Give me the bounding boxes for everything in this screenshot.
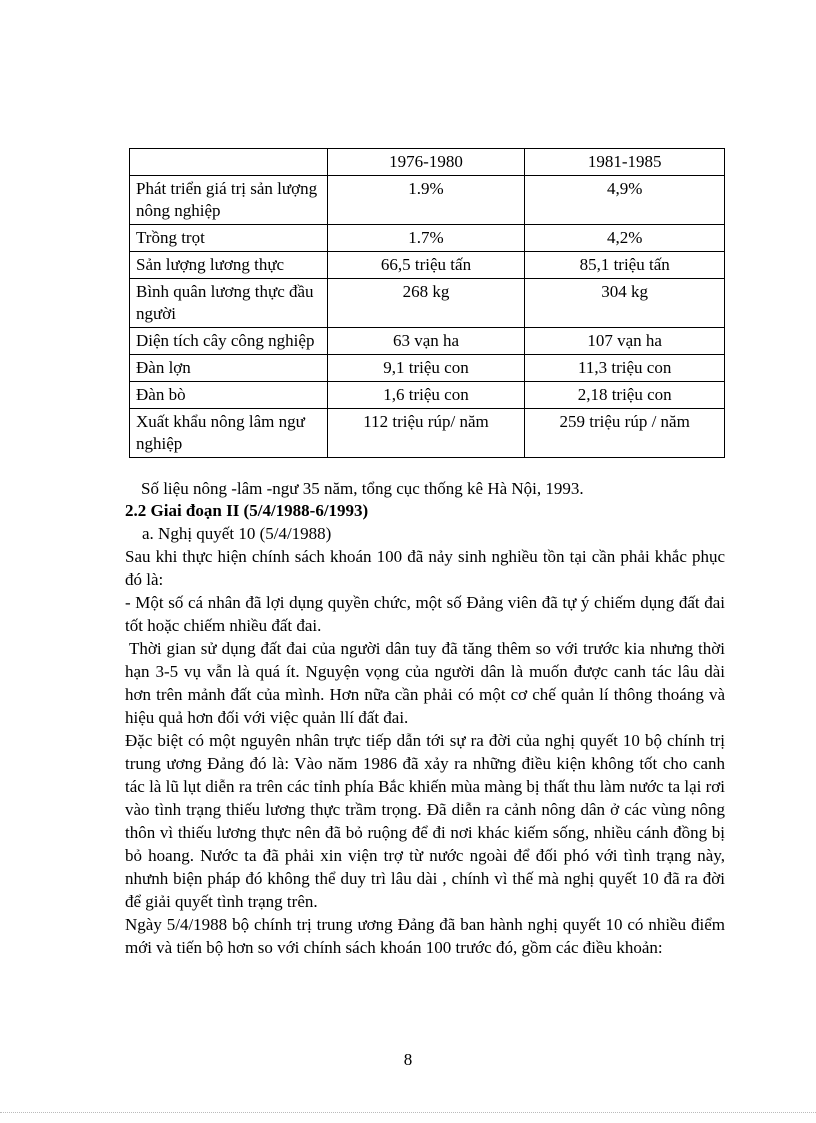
value-1981-1985: 107 vạn ha bbox=[525, 328, 725, 355]
page-number: 8 bbox=[403, 1050, 413, 1069]
paragraph: Sau khi thực hiện chính sách khoán 100 đã nảy sinh nghiều tồn tại cần phải khắc phục đó là: bbox=[125, 547, 725, 589]
table-header-cell bbox=[130, 149, 328, 176]
value-1981-1985: 2,18 triệu con bbox=[525, 382, 725, 409]
table-header-cell: 1976-1980 bbox=[327, 149, 525, 176]
value-1976-1980: 112 triệu rúp/ năm bbox=[327, 409, 525, 458]
section-heading: 2.2 Giai đoạn II (5/4/1988-6/1993) bbox=[125, 501, 369, 520]
table-row bbox=[130, 279, 725, 328]
row-label: Xuất khẩu nông lâm ngư nghiệp bbox=[130, 409, 328, 458]
table-row bbox=[130, 382, 725, 409]
value-1981-1985: 4,9% bbox=[525, 176, 725, 225]
value-1981-1985: 4,2% bbox=[525, 225, 725, 252]
value-1976-1980: 268 kg bbox=[327, 279, 525, 328]
value-1981-1985: 11,3 triệu con bbox=[525, 355, 725, 382]
footer-divider bbox=[0, 1112, 816, 1113]
value-1976-1980: 9,1 triệu con bbox=[327, 355, 525, 382]
row-label: Trồng trọt bbox=[130, 225, 328, 252]
row-label: Đàn lợn bbox=[130, 355, 328, 382]
subsection-heading: a. Nghị quyết 10 (5/4/1988) bbox=[142, 524, 332, 543]
table-row bbox=[130, 355, 725, 382]
table-row bbox=[130, 409, 725, 458]
value-1976-1980: 66,5 triệu tấn bbox=[327, 252, 525, 279]
row-label: Bình quân lương thực đầu người bbox=[130, 279, 328, 328]
value-1976-1980: 1.9% bbox=[327, 176, 525, 225]
source-note: Số liệu nông -lâm -ngư 35 năm, tổng cục thống kê Hà Nội, 1993. bbox=[141, 479, 584, 498]
table-header-cell: 1981-1985 bbox=[525, 149, 725, 176]
row-label: Diện tích cây công nghiệp bbox=[130, 328, 328, 355]
value-1976-1980: 1,6 triệu con bbox=[327, 382, 525, 409]
table-row bbox=[130, 252, 725, 279]
paragraph: Thời gian sử dụng đất đai của người dân tuy đã tăng thêm so với trước kia nhưng thời hạn 3-5 vụ vẫn là quá ít. Nguyện vọng của người dân là muốn được canh tác lâu dài hơn trên mảnh đất của mình. Hơn nữa cần phải có một cơ chế quản lí thông thoáng và hiệu quả hơn đối với việc quản llí đất đai. bbox=[125, 639, 725, 727]
value-1981-1985: 85,1 triệu tấn bbox=[525, 252, 725, 279]
value-1976-1980: 63 vạn ha bbox=[327, 328, 525, 355]
row-label: Phát triển giá trị sản lượng nông nghiệp bbox=[130, 176, 328, 225]
paragraph: Ngày 5/4/1988 bộ chính trị trung ương Đảng đã ban hành nghị quyết 10 có nhiều điểm mới và tiến bộ hơn so với chính sách khoán 100 trước đó, gồm các điều khoản: bbox=[125, 915, 725, 957]
table-row bbox=[130, 225, 725, 252]
paragraph: Đặc biệt có một nguyên nhân trực tiếp dẫn tới sự ra đời của nghị quyết 10 bộ chính trị trung ương Đảng đó là: Vào năm 1986 đã xảy ra những điều kiện không tốt cho canh tác là lũ lụt diễn ra trên các tỉnh phía Bắc khiến mùa màng bị thất thu làm nước ta lại rơi vào tình trạng thiếu lương thực trầm trọng. Đã diễn ra cảnh nông dân ở các vùng nông thôn vì thiếu lương thực nên đã bỏ ruộng để đi nơi khác kiếm sống, nhiều cánh đồng bị bỏ hoang. Nước ta đã phải xin viện trợ từ nước ngoài để đối phó với tình trạng này, nhưnh biện pháp đó không thể duy trì lâu dài , chính vì thế mà nghị quyết 10 đã ra đời để giải quyết tình trạng trên. bbox=[125, 731, 725, 911]
row-label: Đàn bò bbox=[130, 382, 328, 409]
paragraph: - Một số cá nhân đã lợi dụng quyền chức, một số Đảng viên đã tự ý chiếm dụng đất đai tốt hoặc chiếm nhiều đất đai. bbox=[125, 593, 725, 635]
value-1981-1985: 259 triệu rúp / năm bbox=[525, 409, 725, 458]
table-header-row bbox=[130, 149, 725, 176]
agriculture-statistics-table bbox=[129, 148, 725, 458]
table-row bbox=[130, 328, 725, 355]
table-row bbox=[130, 176, 725, 225]
value-1981-1985: 304 kg bbox=[525, 279, 725, 328]
body-text bbox=[125, 499, 725, 959]
value-1976-1980: 1.7% bbox=[327, 225, 525, 252]
row-label: Sản lượng lương thực bbox=[130, 252, 328, 279]
